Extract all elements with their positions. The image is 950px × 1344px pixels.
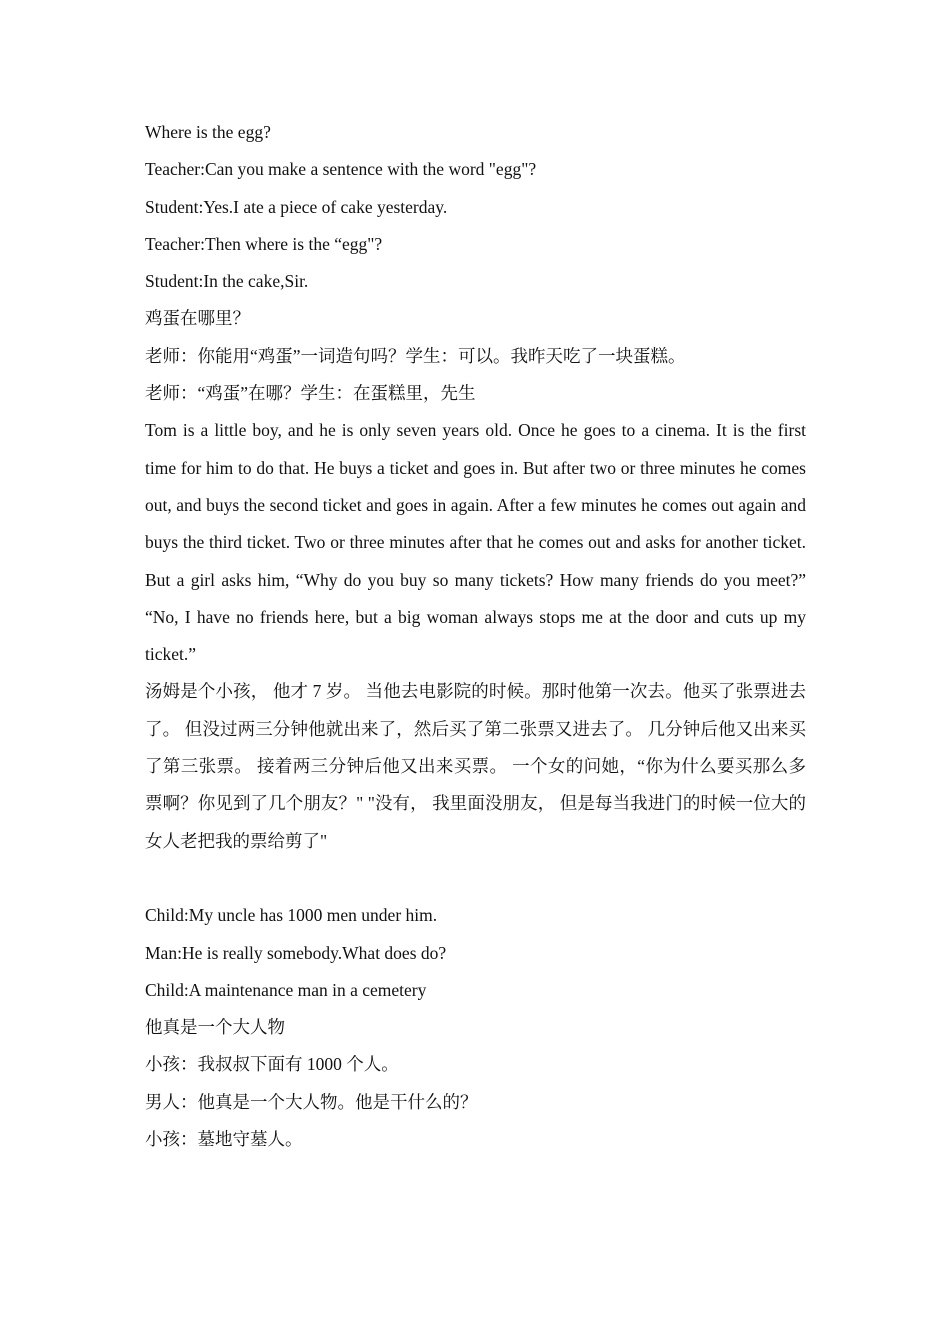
dialogue-line-chinese: 小孩：墓地守墓人。 — [145, 1129, 303, 1150]
dialogue-line: Student:In the cake,Sir. — [145, 271, 309, 292]
joke-uncle — [145, 897, 806, 1158]
dialogue-line: Child:My uncle has 1000 men under him. — [145, 905, 438, 926]
dialogue-line: Man:He is really somebody.What does do? — [145, 942, 447, 963]
joke-egg — [145, 114, 806, 412]
dialogue-line: Teacher:Then where is the “egg"? — [145, 233, 383, 254]
blank-line — [145, 860, 806, 897]
dialogue-line: Student:Yes.I ate a piece of cake yesterday. — [145, 196, 448, 217]
dialogue-line-chinese: 老师：你能用“鸡蛋”一词造句吗？学生：可以。我昨天吃了一块蛋糕。 — [145, 345, 686, 366]
joke-uncle-title-chinese: 他真是一个大人物 — [145, 1017, 285, 1038]
document-page — [145, 114, 806, 1158]
joke-egg-title: Where is the egg? — [145, 122, 271, 142]
story-paragraph-chinese: 汤姆是个小孩， 他才 7 岁。 当他去电影院的时候。那时他第一次去。他买了张票进去了。 但没过两三分钟他就出来了，然后买了第二张票又进去了。 几分钟后他又出来买了第三张票。 接着两三分钟后他又出来买票。 一个女的问她，“你为什么要买那么多票啊？你见到了几个朋友？" "没有， 我里面没朋友， 但是每当我进门的时候一位大的女人老把我的票给剪了" — [145, 681, 806, 851]
dialogue-line: Child:A maintenance man in a cemetery — [145, 979, 427, 1000]
dialogue-line-chinese: 老师：“鸡蛋”在哪？学生：在蛋糕里，先生 — [145, 383, 476, 404]
dialogue-line-chinese: 小孩：我叔叔下面有 1000 个人。 — [145, 1054, 399, 1075]
dialogue-line: Teacher:Can you make a sentence with the word "egg"? — [145, 159, 537, 180]
joke-egg-title-chinese: 鸡蛋在哪里？ — [145, 308, 250, 329]
joke-cinema — [145, 412, 806, 860]
dialogue-line-chinese: 男人：他真是一个大人物。他是干什么的？ — [145, 1091, 478, 1112]
story-paragraph-english: Tom is a little boy, and he is only seven years old. Once he goes to a cinema. It is the first time for him to do that. He buys a ticket and goes in. But after two or three minutes he comes out, and buys the second ticket and goes in again. After a few minutes he comes out again and buys the third ticket. Two or three minutes after that he comes out and asks for another ticket. But a girl asks him, “Why do you buy so many tickets? How many friends do you meet?” “No, I have no friends here, but a big woman always stops me at the door and cuts up my ticket.” — [145, 420, 806, 665]
